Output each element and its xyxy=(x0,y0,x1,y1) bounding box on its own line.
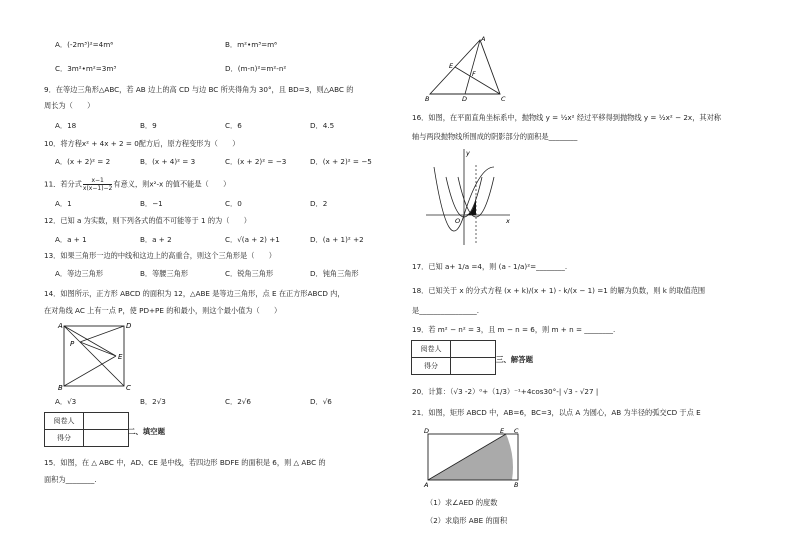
label-f: F xyxy=(472,70,476,78)
q8-option-c: C．3m²•m²=3m³ xyxy=(55,64,117,73)
q13-stem: 13．如果三角形一边的中线和这边上的高重合，则这个三角形是（ ） xyxy=(44,251,276,260)
q9-stem-line2: 周长为（ ） xyxy=(44,101,95,110)
q11-option-a: A．1 xyxy=(55,199,72,208)
sector-abe xyxy=(428,434,513,480)
q15-stem-line1: 15．如图，在 △ ABC 中，AD、CE 是中线，若四边形 BDFE 的面积是 6，则 △ ABC 的 xyxy=(44,458,326,467)
label-c: C xyxy=(126,384,131,392)
q21-stem: 21．如图，矩形 ABCD 中，AB=6，BC=3，以点 A 为圆心，AB 为半径的弧交CD 于点 E xyxy=(412,408,701,417)
q14-stem-line2: 在对角线 AC 上有一点 P，使 PD+PE 的和最小，则这个最小值为（ ） xyxy=(44,306,282,315)
q17-stem: 17．已知 a+ 1/a =4，则 (a - 1/a)²=________. xyxy=(412,262,568,271)
q9-option-c: C．6 xyxy=(225,121,242,130)
q10-option-a: A．(x + 2)² = 2 xyxy=(55,157,111,166)
q12-option-c: C．√(a + 2) +1 xyxy=(225,235,280,244)
label-c: C xyxy=(501,95,506,103)
right-score-box xyxy=(411,340,496,375)
q16-stem-line2: 轴与两段抛物线所围成的阴影部分的面积是________ xyxy=(412,132,578,141)
reviewer-cell xyxy=(451,341,496,358)
q9-stem-line1: 9．在等边三角形△ABC，若 AB 边上的高 CD 与边 BC 所夹得角为 30°，且 BD=3，则△ABC 的 xyxy=(44,85,354,94)
segment-be xyxy=(64,356,116,386)
label-e: E xyxy=(500,427,505,435)
label-x: x xyxy=(506,217,510,225)
label-p: P xyxy=(70,340,75,348)
score-cell xyxy=(84,430,129,447)
label-b: B xyxy=(425,95,430,103)
reviewer-cell xyxy=(84,413,129,430)
q10-stem: 10．将方程x² + 4x + 2 = 0配方后，原方程变形为（ ） xyxy=(44,139,240,148)
q14-option-c: C．2√6 xyxy=(225,397,251,406)
q14-option-a: A．√3 xyxy=(55,397,77,406)
label-b: B xyxy=(514,481,519,489)
score-cell xyxy=(451,358,496,375)
q9-option-d: D．4.5 xyxy=(310,121,335,130)
q8-option-d: D．(m-n)²=m²-n² xyxy=(225,64,287,73)
q14-square-figure xyxy=(56,322,136,390)
label-b: B xyxy=(58,384,63,392)
q21-subquestion-1: （1）求∠AED 的度数 xyxy=(426,498,498,507)
q18-stem-line1: 18．已知关于 x 的分式方程 (x + k)/(x + 1) - k/(x − 1) =1 的解为负数，则 k 的取值范围 xyxy=(412,286,706,295)
q12-option-d: D．(a + 1)² +2 xyxy=(310,235,364,244)
q11-stem-pre: 11．若分式 xyxy=(44,179,82,189)
q14-option-d: D．√6 xyxy=(310,397,332,406)
q13-option-a: A．等边三角形 xyxy=(55,269,104,278)
q10-option-b: B．(x + 4)² = 3 xyxy=(140,157,196,166)
q11-stem xyxy=(44,177,230,192)
q13-option-d: D．钝角三角形 xyxy=(310,269,359,278)
label-d: D xyxy=(462,95,468,103)
reviewer-label: 阅卷人 xyxy=(45,413,84,430)
q21-subquestion-2: （2）求扇形 ABE 的面积 xyxy=(426,516,508,525)
label-a: A xyxy=(58,322,63,330)
q20-stem: 20．计算：（√3 -2）⁰+（1/3）⁻¹+4cos30°-| √3 - √27 | xyxy=(412,387,599,396)
q14-option-b: B．2√3 xyxy=(140,397,166,406)
q11-fraction-numerator: x−1 xyxy=(83,177,112,185)
q14-stem-line1: 14．如图所示，正方形 ABCD 的面积为 12，△ABE 是等边三角形，点 E 在正方形ABCD 内， xyxy=(44,289,345,298)
label-a: A xyxy=(481,35,486,43)
section-3-title: 三、解答题 xyxy=(496,355,533,364)
q11-fraction-denominator: x(x−1)−2 xyxy=(82,185,113,192)
q15-stem-line2: 面积为________. xyxy=(44,475,97,484)
q12-option-b: B．a + 2 xyxy=(140,235,172,244)
q11-option-c: C．0 xyxy=(225,199,242,208)
q15-triangle-figure xyxy=(420,36,510,102)
label-d: D xyxy=(424,427,430,435)
label-o: O xyxy=(455,217,461,225)
label-e: E xyxy=(118,353,123,361)
q8-option-b: B．m²•m³=m⁶ xyxy=(225,40,278,49)
q11-stem-post: 有意义，则x²-x 的值不能是（ ） xyxy=(113,179,231,189)
label-e: E xyxy=(449,62,454,70)
q16-parabola-figure xyxy=(422,147,512,247)
reviewer-label: 阅卷人 xyxy=(412,341,451,358)
segment-dp xyxy=(80,326,124,342)
diagonal-ac xyxy=(64,326,124,386)
label-d: D xyxy=(126,322,132,330)
q13-option-b: B．等腰三角形 xyxy=(140,269,189,278)
q11-option-b: B．−1 xyxy=(140,199,163,208)
q9-option-a: A．18 xyxy=(55,121,77,130)
segment-pe xyxy=(80,342,116,356)
q19-stem: 19．若 m² − n² = 3，且 m − n = 6，则 m + n = ________. xyxy=(412,325,616,334)
q10-option-d: D．(x + 2)² = −5 xyxy=(310,157,372,166)
label-c: C xyxy=(514,427,519,435)
q13-option-c: C．锐角三角形 xyxy=(225,269,274,278)
left-score-box xyxy=(44,412,129,447)
median-ce xyxy=(455,67,500,94)
triangle-abc xyxy=(430,40,500,94)
q8-option-a: A．(-2m³)²=4m⁶ xyxy=(55,40,114,49)
q12-stem: 12．已知 a 为实数，则下列各式的值不可能等于 1 的为（ ） xyxy=(44,216,251,225)
q21-rectangle-figure xyxy=(422,426,522,488)
label-y: y xyxy=(466,149,470,157)
q10-option-c: C．(x + 2)² = −3 xyxy=(225,157,287,166)
q18-stem-line2: 是________________. xyxy=(412,306,479,315)
q12-option-a: A．a + 1 xyxy=(55,235,87,244)
q16-stem-line1: 16．如图，在平面直角坐标系中，抛物线 y = ½x² 经过平移得到抛物线 y = ½x² − 2x，其对称 xyxy=(412,113,721,122)
label-a: A xyxy=(424,481,429,489)
q11-option-d: D．2 xyxy=(310,199,328,208)
section-2-title: 二、填空题 xyxy=(128,427,165,436)
score-label: 得分 xyxy=(412,358,451,375)
q9-option-b: B．9 xyxy=(140,121,157,130)
score-label: 得分 xyxy=(45,430,84,447)
